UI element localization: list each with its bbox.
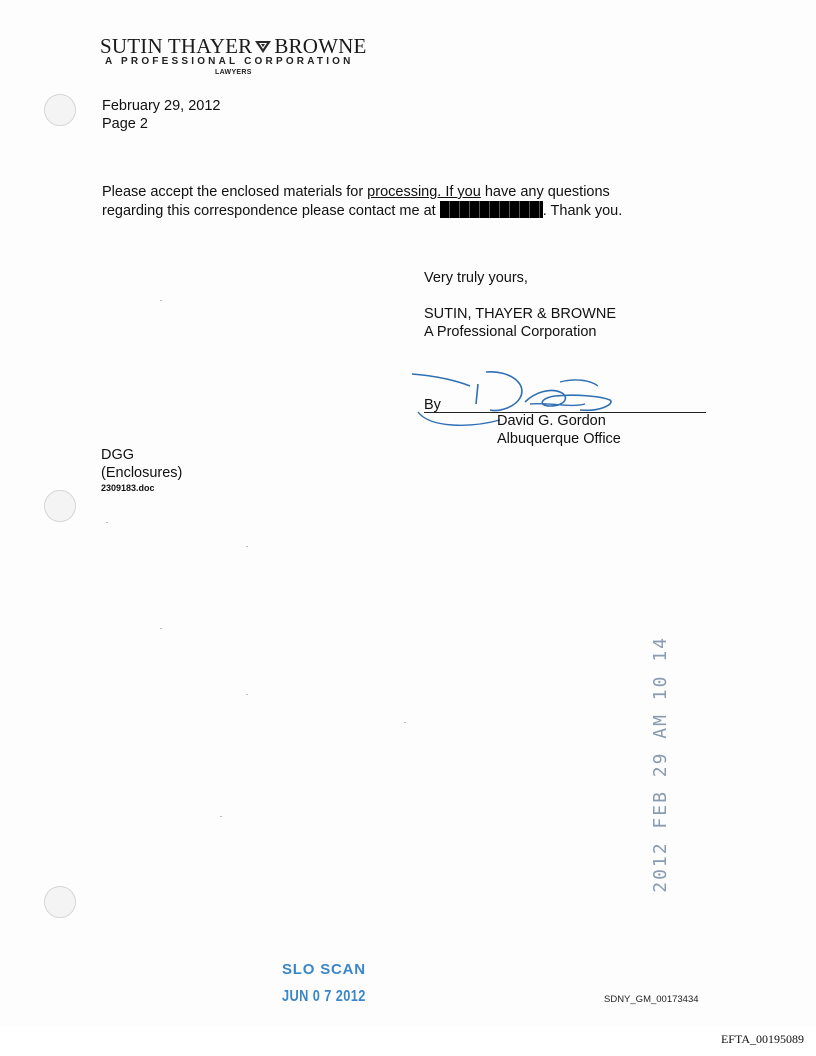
- body-line2-post: . Thank you.: [542, 203, 623, 219]
- signer-name: David G. Gordon: [497, 413, 606, 429]
- body-line1-post: have any questions: [480, 184, 610, 200]
- letterhead-lawyers: LAWYERS: [215, 69, 252, 76]
- body-paragraph: [102, 183, 706, 220]
- closing-firm-type: A Professional Corporation: [424, 324, 597, 340]
- scan-speck: [246, 546, 248, 547]
- closing-salutation: Very truly yours,: [424, 270, 528, 286]
- firm-name-left: SUTIN THAYER: [100, 34, 253, 58]
- slo-scan-stamp: SLO SCAN: [282, 961, 366, 978]
- body-line2-pre: regarding this correspondence please contact me at: [102, 203, 440, 219]
- punch-hole: [44, 94, 76, 126]
- letter-date: February 29, 2012: [102, 98, 221, 114]
- signer-office: Albuquerque Office: [497, 431, 621, 447]
- scan-speck: [246, 694, 248, 695]
- scan-speck: [106, 522, 108, 523]
- sdny-bates-number: SDNY_GM_00173434: [604, 994, 699, 1005]
- firm-name-right: BROWNE: [274, 34, 367, 58]
- efta-bates-number: EFTA_00195089: [720, 1032, 804, 1046]
- scan-speck: [160, 300, 162, 301]
- scan-speck: [160, 628, 162, 629]
- scan-speck: [220, 816, 222, 817]
- document-number: 2309183.doc: [101, 483, 155, 493]
- by-label: By: [424, 397, 441, 413]
- letterhead-subtitle: A PROFESSIONAL CORPORATION: [105, 56, 354, 67]
- closing-firm-name: SUTIN, THAYER & BROWNE: [424, 306, 617, 322]
- author-initials: DGG: [101, 447, 135, 463]
- punch-hole: [44, 886, 76, 918]
- redaction-box: [440, 201, 543, 218]
- body-line1-underlined: processing. If you: [367, 184, 481, 200]
- scan-speck: [404, 722, 406, 723]
- body-line1-pre: Please accept the enclosed materials for: [102, 184, 368, 200]
- enclosures-note: (Enclosures): [101, 465, 183, 481]
- received-stamp: [640, 630, 700, 893]
- punch-hole: [44, 490, 76, 522]
- received-stamp-text: 2012 FEB 29 AM 10 14: [650, 636, 671, 893]
- scan-date-stamp: JUN 0 7 2012: [282, 988, 366, 1005]
- page-number: Page 2: [102, 116, 148, 132]
